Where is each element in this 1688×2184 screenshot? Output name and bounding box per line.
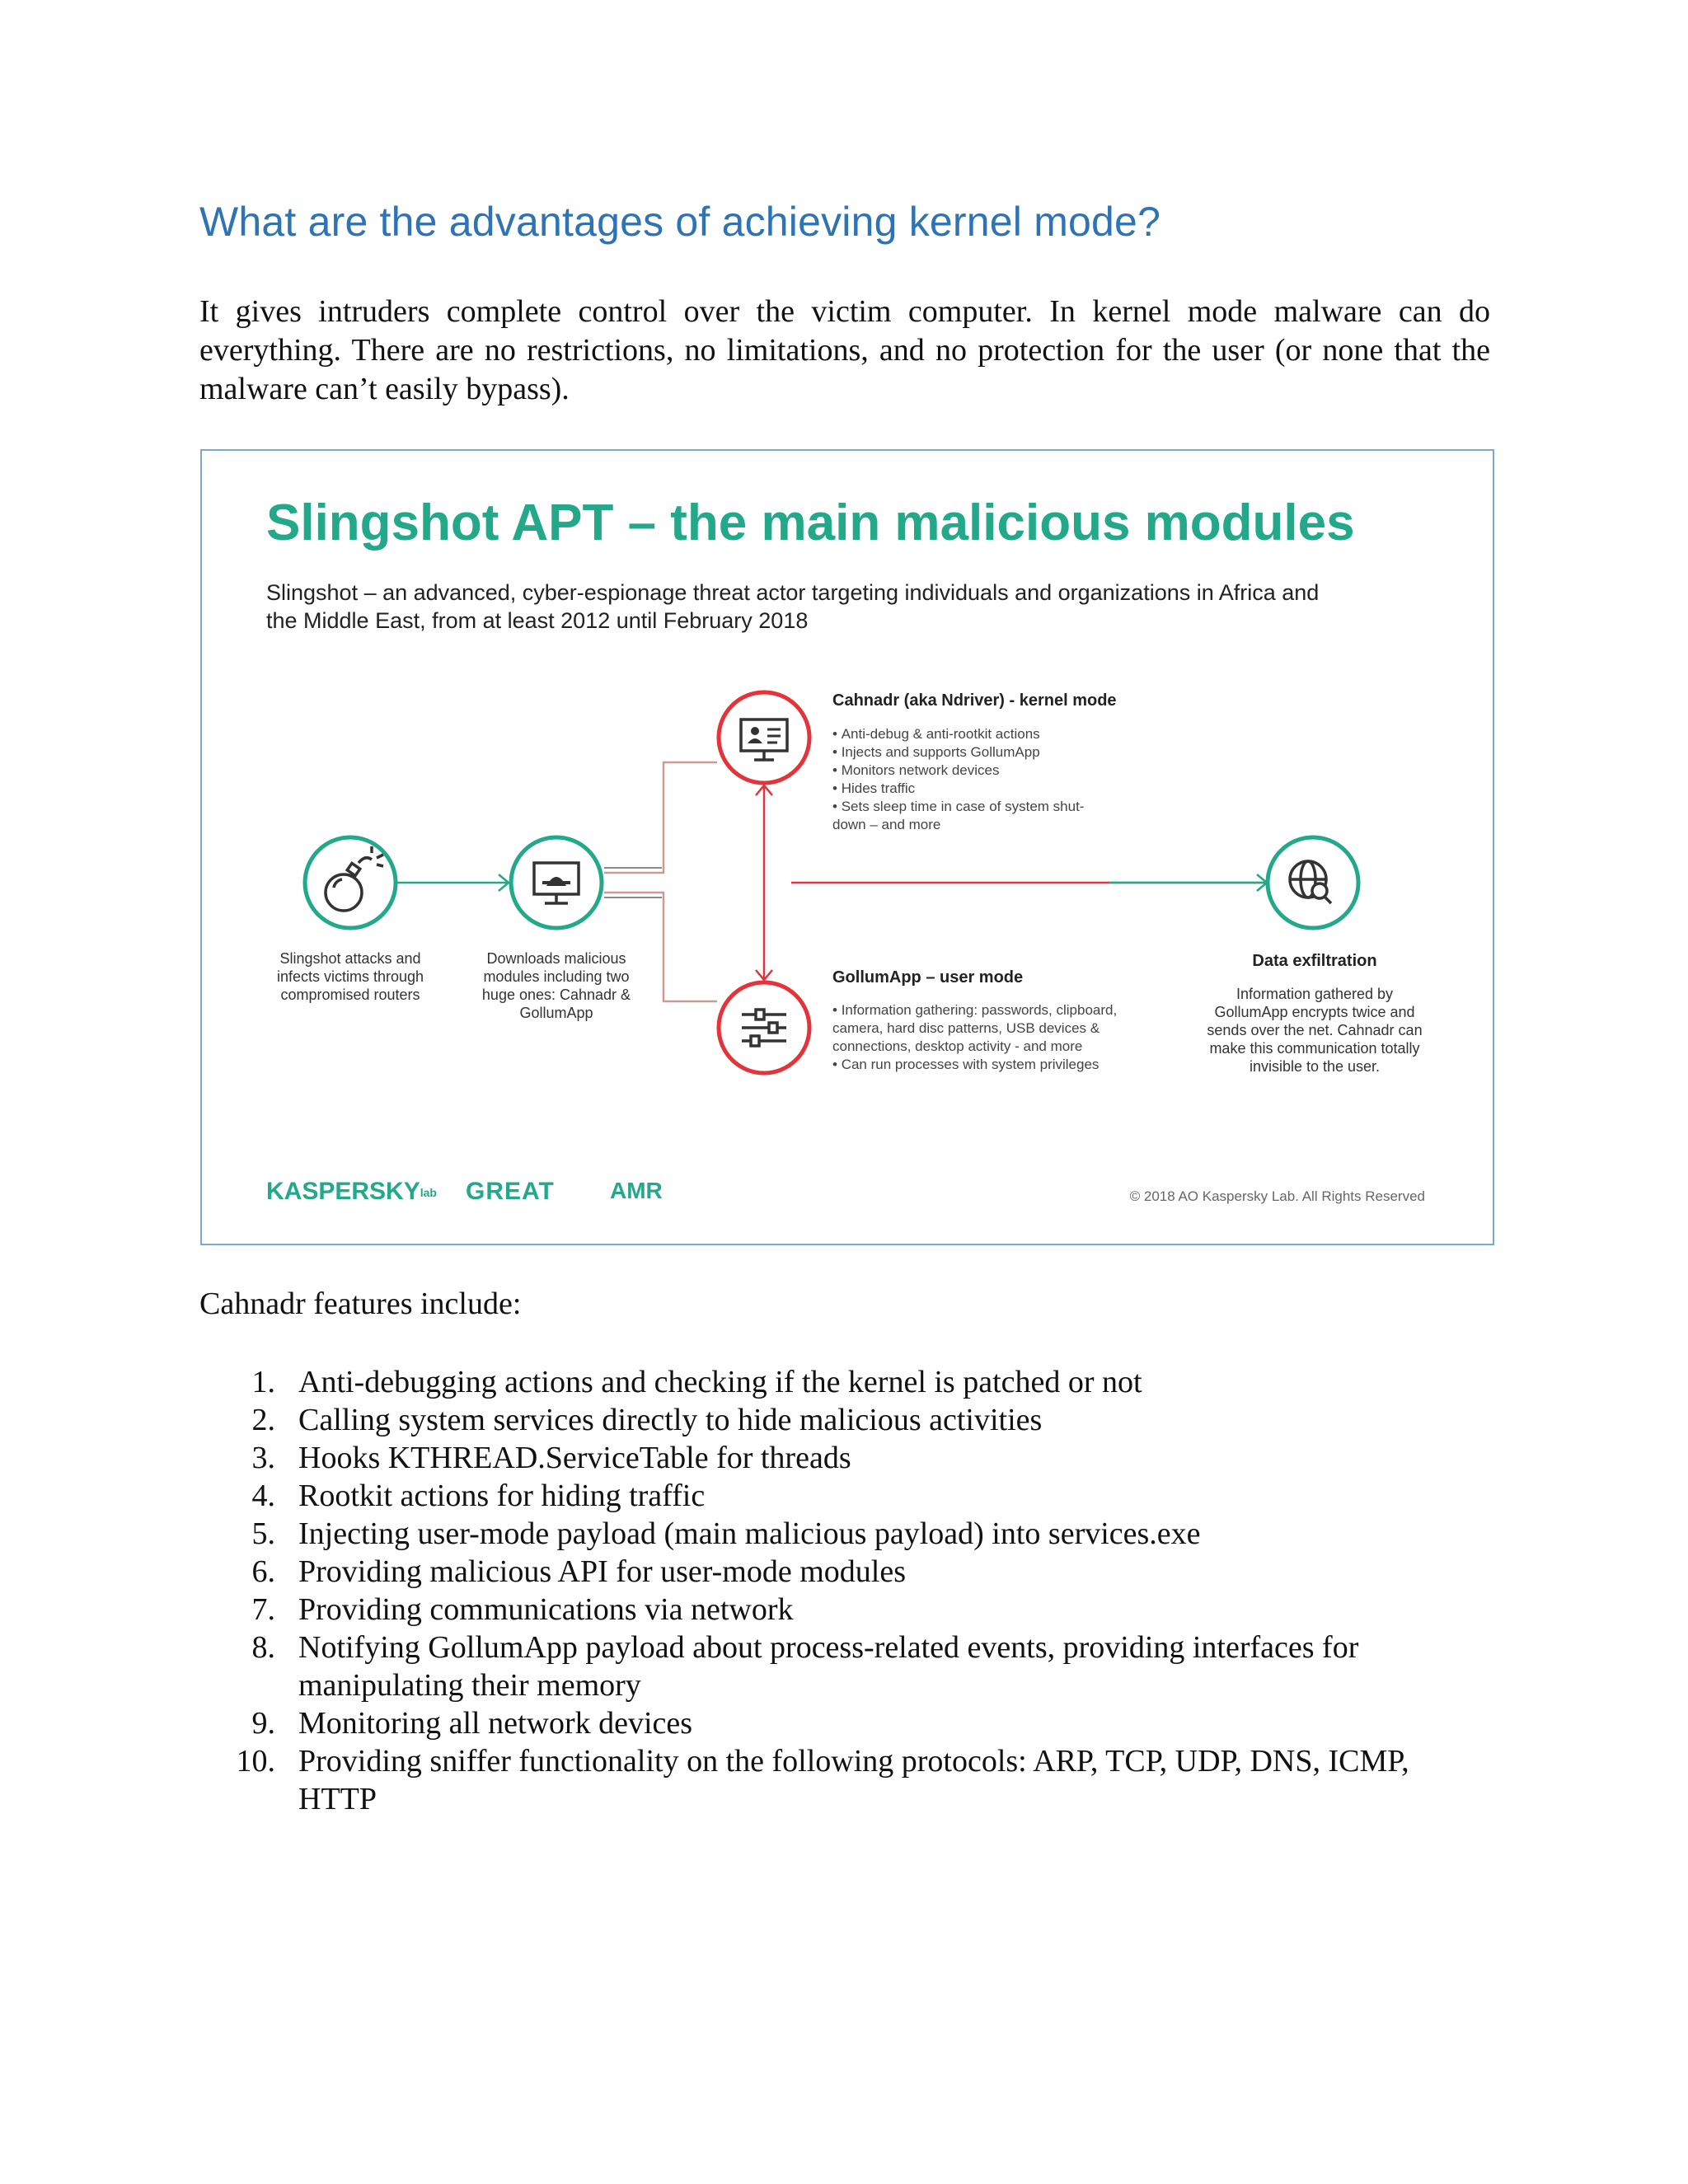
cahnadr-list [832,725,1104,834]
amr-logo: AMR [610,1178,663,1203]
features-list [199,1363,1493,1818]
gollum-list [832,1001,1162,1074]
list-item: • Anti-debug & anti-rootkit actions [832,725,1104,743]
list-item: 6. Providing malicious API for user-mode modules [251,1554,906,1589]
list-item: • Information gathering: passwords, clipboard, camera, hard disc patterns, USB devices & connections, desktop activity - and more [832,1001,1162,1056]
intro-paragraph: It gives intruders complete control over the victim computer. In kernel mode malware can do everything. There are no restrictions, no limitations, and no protection for the user (or none that the malware can’t easily bypass). [199,294,1490,406]
list-item: 2. Calling system services directly to hide malicious activities [251,1403,1043,1437]
copyright-text: © 2018 AO Kaspersky Lab. All Rights Reserved [1129,1188,1425,1204]
exfil-title: Data exfiltration [1252,952,1377,970]
section-heading: What are the advantages of achieving kernel mode? [199,199,1161,245]
list-item: 3. Hooks KTHREAD.ServiceTable for threads [251,1441,851,1475]
list-item: • Monitors network devices [832,762,1104,780]
figure-diagram [202,451,1493,1244]
connector-to-cahnadr [604,762,717,873]
gollum-title: GollumApp – user mode [832,968,1024,987]
list-item: 8. Notifying GollumApp payload about process-related events, providing interfaces for manipulating their memory [251,1630,1359,1703]
step1-circle [305,837,396,928]
cahnadr-circle [719,692,809,783]
features-label: Cahnadr features include: [199,1286,522,1321]
slingshot-figure [200,449,1494,1245]
list-item: 4. Rootkit actions for hiding traffic [251,1479,706,1513]
list-item: 10. Providing sniffer functionality on the following protocols: ARP, TCP, UDP, DNS, ICMP, HTTP [236,1744,1409,1816]
exfil-text: Information gathered by GollumApp encrypts twice and sends over the net. Cahnadr can make this communication totally invisible to the user. [1207,986,1423,1075]
step2-text: Downloads malicious modules including two huge ones: Cahnadr & GollumApp [481,950,631,1021]
list-item: • Injects and supports GollumApp [832,743,1104,762]
kaspersky-logo: KASPERSKYlab [266,1178,437,1205]
list-item: 9. Monitoring all network devices [251,1706,693,1741]
list-item: • Hides traffic [832,780,1104,798]
list-item: • Sets sleep time in case of system shut-down – and more [832,798,1104,834]
cahnadr-title: Cahnadr (aka Ndriver) - kernel mode [832,691,1117,710]
list-item: 1. Anti-debugging actions and checking if the kernel is patched or not [251,1365,1142,1399]
list-item: 7. Providing communications via network [251,1592,794,1627]
list-item: • Can run processes with system privileges [832,1056,1162,1074]
great-logo: GREAT [466,1178,555,1205]
figure-subtitle: Slingshot – an advanced, cyber-espionage threat actor targeting individuals and organizations in Africa and the Middle East, from at least 2012 until February 2018 [266,580,1320,633]
sliders-icon [742,1010,786,1046]
exfil-circle [1268,837,1358,928]
step2-circle [511,837,602,928]
figure-title: Slingshot APT – the main malicious modules [266,494,1355,551]
list-item: 5. Injecting user-mode payload (main malicious payload) into services.exe [251,1516,1201,1551]
gollum-circle [719,982,809,1073]
step1-text: Slingshot attacks and infects victims through compromised routers [276,950,424,1003]
